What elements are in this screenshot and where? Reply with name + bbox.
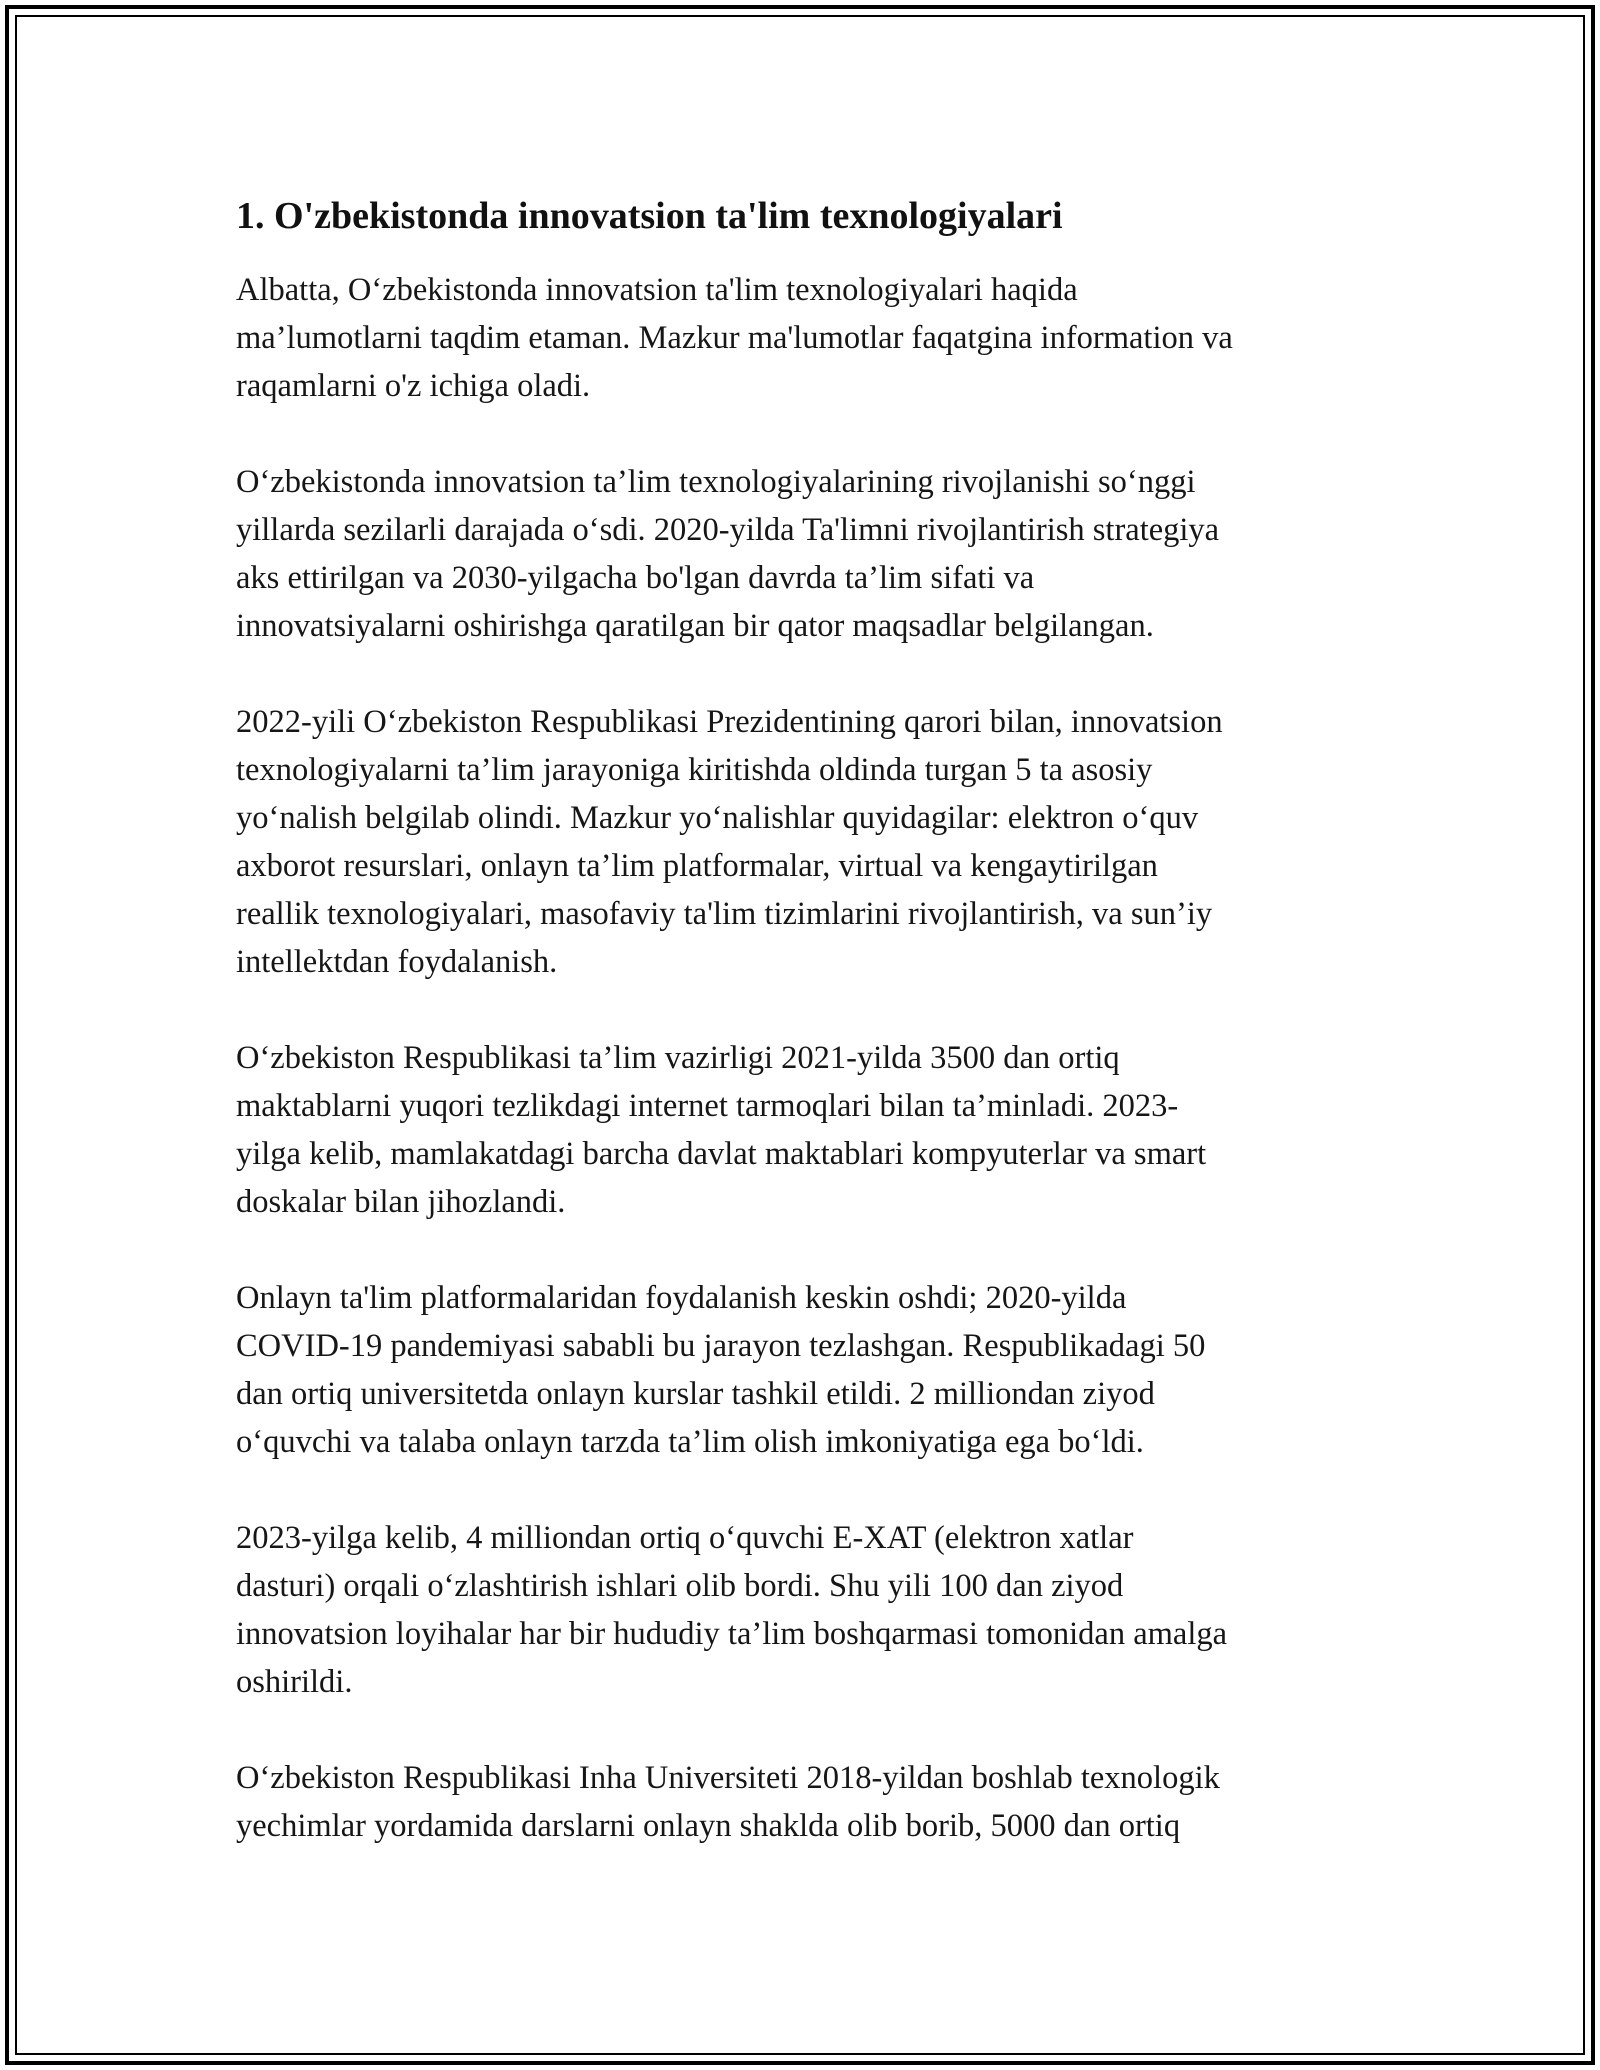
text-line: innovatsiyalarni oshirishga qaratilgan bir qator maqsadlar belgilangan. — [236, 608, 1154, 644]
text-line: innovatsion loyihalar har bir hududiy ta’lim boshqarmasi tomonidan amalga — [236, 1616, 1228, 1652]
paragraph-online-platforms — [236, 1274, 1376, 1466]
text-line: yillarda sezilarli darajada o‘sdi. 2020-yilda Ta'limni rivojlantirish strategiya — [236, 512, 1220, 548]
text-line: O‘zbekistonda innovatsion ta’lim texnologiyalarining rivojlanishi so‘nggi — [236, 464, 1196, 500]
text-line: Albatta, O‘zbekistonda innovatsion ta'lim texnologiyalari haqida — [236, 272, 1078, 308]
paragraph-presidential-decree — [236, 698, 1376, 986]
text-line: reallik texnologiyalari, masofaviy ta'lim tizimlarini rivojlantirish, va sun’iy — [236, 896, 1213, 932]
text-line: maktablarni yuqori tezlikdagi internet tarmoqlari bilan ta’minladi. 2023- — [236, 1088, 1179, 1124]
section-heading: 1. O'zbekistonda innovatsion ta'lim texnologiyalari — [236, 195, 1063, 237]
text-line: ma’lumotlarni taqdim etaman. Mazkur ma'lumotlar faqatgina information va — [236, 320, 1233, 356]
paragraph-inha-university — [236, 1754, 1376, 1850]
text-line: raqamlarni o'z ichiga oladi. — [236, 368, 591, 404]
text-line: 2022-yili O‘zbekiston Respublikasi Prezidentining qarori bilan, innovatsion — [236, 704, 1223, 740]
text-line: aks ettirilgan va 2030-yilgacha bo'lgan davrda ta’lim sifati va — [236, 560, 1035, 596]
text-line: dan ortiq universitetda onlayn kurslar tashkil etildi. 2 milliondan ziyod — [236, 1376, 1155, 1412]
text-line: yo‘nalish belgilab olindi. Mazkur yo‘nalishlar quyidagilar: elektron o‘quv — [236, 800, 1199, 836]
text-line: Onlayn ta'lim platformalaridan foydalanish keskin oshdi; 2020-yilda — [236, 1280, 1127, 1316]
text-line: intellektdan foydalanish. — [236, 944, 558, 980]
text-line: dasturi) orqali o‘zlashtirish ishlari olib bordi. Shu yili 100 dan ziyod — [236, 1568, 1124, 1604]
text-line: o‘quvchi va talaba onlayn tarzda ta’lim olish imkoniyatiga ega bo‘ldi. — [236, 1424, 1144, 1460]
text-line: COVID-19 pandemiyasi sababli bu jarayon tezlashgan. Respublikadagi 50 — [236, 1328, 1206, 1364]
document-body — [236, 190, 1376, 1850]
text-line: 2023-yilga kelib, 4 milliondan ortiq o‘quvchi E-XAT (elektron xatlar — [236, 1520, 1134, 1556]
text-line: O‘zbekiston Respublikasi Inha Universiteti 2018-yildan boshlab texnologik — [236, 1760, 1220, 1796]
text-line: yechimlar yordamida darslarni onlayn shaklda olib borib, 5000 dan ortiq — [236, 1808, 1181, 1844]
text-line: O‘zbekiston Respublikasi ta’lim vazirligi 2021-yilda 3500 dan ortiq — [236, 1040, 1120, 1076]
text-line: axborot resurslari, onlayn ta’lim platformalar, virtual va kengaytirilgan — [236, 848, 1158, 884]
paragraph-e-xat — [236, 1514, 1376, 1706]
text-line: oshirildi. — [236, 1664, 353, 1700]
paragraph-development — [236, 458, 1376, 650]
paragraph-ministry — [236, 1034, 1376, 1226]
text-line: texnologiyalarni ta’lim jarayoniga kiritishda oldinda turgan 5 ta asosiy — [236, 752, 1153, 788]
paragraph-intro — [236, 266, 1376, 410]
text-line: doskalar bilan jihozlandi. — [236, 1184, 566, 1220]
text-line: yilga kelib, mamlakatdagi barcha davlat maktablari kompyuterlar va smart — [236, 1136, 1207, 1172]
